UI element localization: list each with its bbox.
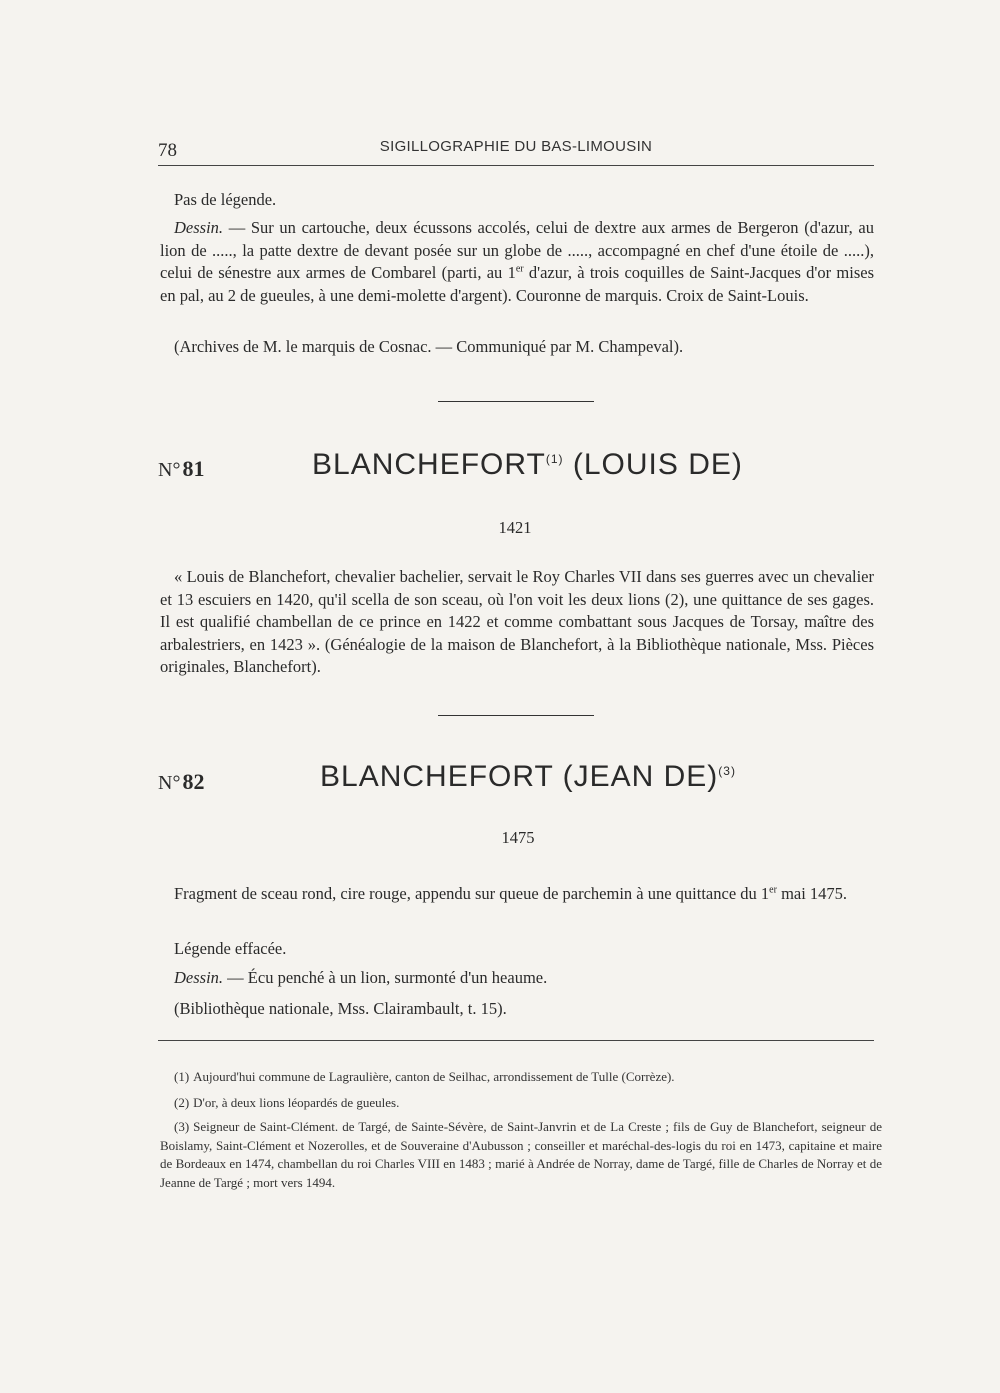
dessin-label: Dessin. bbox=[174, 218, 224, 237]
legend-line: Pas de légende. bbox=[174, 190, 277, 209]
entry-82-prefix: N° bbox=[158, 772, 181, 794]
footnote-2-mark: (2) bbox=[174, 1095, 190, 1110]
entry-82-desc-1: Fragment de sceau rond, cire rouge, appendu sur queue de parchemin à une quittance du 1 bbox=[174, 884, 770, 903]
entry-82-desc-2: mai 1475. bbox=[776, 884, 848, 903]
footnote-1-mark: (1) bbox=[174, 1069, 190, 1084]
running-title: SIGILLOGRAPHIE DU BAS-LIMOUSIN bbox=[379, 138, 653, 155]
dessin-paragraph bbox=[160, 217, 874, 307]
footnote-3-text: Seigneur de Saint-Clément. de Targé, de Sainte-Sévère, de Saint-Janvrin et de La Creste ; fils de Guy de Blanchefort, seigneur de Boislamy, Saint-Clément et Nozerolles, et de Souveraine d'Aubusson ; conseiller et maréchal-des-logis du roi en 1473, capitaine et maire de Bordeaux en 1474, chambellan du roi Charles VIII en 1483 ; marié à Andrée de Norray, dame de Targé, fille de Charles de Norray et de Jeanne de Targé ; mort vers 1494. bbox=[160, 1119, 882, 1190]
entry-81-title bbox=[312, 448, 743, 482]
footnote-1-text: Aujourd'hui commune de Lagraulière, canton de Seilhac, arrondissement de Tulle (Corrèze). bbox=[193, 1069, 675, 1084]
entry-82-dessin-text: — Écu penché à un lion, surmonté d'un heaume. bbox=[223, 968, 548, 987]
entry-82-number bbox=[158, 769, 204, 795]
footnote-rule bbox=[158, 1040, 874, 1041]
entry-82-title-note: (3) bbox=[718, 764, 736, 778]
dessin-text-1: — Sur un cartouche, deux écussons accolés, celui de dextre aux armes de Bergeron (d'azur, au lion de ....., la patte dextre de devant posée sur un globe de ....., accompagné en chef d'une étoile de .....), celui de sénestre aux armes de Combarel (parti, au 1 bbox=[160, 218, 874, 282]
entry-81-prefix: N° bbox=[158, 459, 181, 481]
entry-81-title-main: BLANCHEFORT bbox=[312, 448, 546, 481]
entry-82-description bbox=[160, 883, 874, 906]
entry-82-legend: Légende effacée. bbox=[174, 939, 287, 958]
entry-82-title-main: BLANCHEFORT (JEAN DE) bbox=[320, 760, 719, 793]
entry-82-title bbox=[320, 760, 736, 794]
entry-81-title-note: (1) bbox=[545, 452, 564, 466]
entry-82-dessin-label: Dessin. bbox=[174, 968, 224, 987]
entry-82-source: (Bibliothèque nationale, Mss. Clairambault, t. 15). bbox=[174, 999, 507, 1018]
footnote-1 bbox=[160, 1068, 882, 1087]
entry-81-num: 81 bbox=[182, 456, 205, 481]
section-divider-2 bbox=[438, 715, 594, 716]
entry-81-title-rest: (LOUIS DE) bbox=[563, 448, 743, 481]
entry-81-year: 1421 bbox=[498, 518, 532, 537]
page-number: 78 bbox=[158, 140, 177, 161]
footnote-2-text: D'or, à deux lions léopardés de gueules. bbox=[193, 1095, 400, 1110]
footnote-2 bbox=[160, 1094, 882, 1113]
entry-82-desc-sup: er bbox=[769, 884, 777, 896]
dessin-sup: er bbox=[515, 263, 524, 275]
entry-81-text: « Louis de Blanchefort, chevalier bachelier, servait le Roy Charles VII dans ses guerres avec un chevalier et 13 escuiers en 1420, qu'il scella de son sceau, où l'on voit les deux lions (2), une quittance de ses gages. Il est qualifié chambellan de ce prince en 1422 et comme combattant sous Jacques de Torsay, maître des arbalestriers, en 1423 ». (Généalogie de la maison de Blanchefort, à la Bibliothèque nationale, Mss. Pièces originales, Blanchefort). bbox=[160, 567, 874, 676]
footnote-3 bbox=[160, 1118, 882, 1192]
source-line: (Archives de M. le marquis de Cosnac. — Communiqué par M. Champeval). bbox=[174, 337, 684, 356]
section-divider bbox=[438, 401, 594, 402]
header-rule bbox=[158, 165, 874, 166]
footnote-3-mark: (3) bbox=[174, 1119, 190, 1134]
entry-82-dessin bbox=[160, 967, 874, 990]
entry-81-number bbox=[158, 456, 204, 482]
entry-82-num: 82 bbox=[182, 769, 205, 794]
entry-82-year: 1475 bbox=[501, 828, 535, 847]
dessin-text-2: d'azur, à trois coquilles de Saint-Jacques d'or mises en pal, au 2 de gueules, à une demi-molette d'argent). Couronne de marquis. Croix de Saint-Louis. bbox=[160, 263, 874, 305]
page-header bbox=[158, 134, 874, 164]
